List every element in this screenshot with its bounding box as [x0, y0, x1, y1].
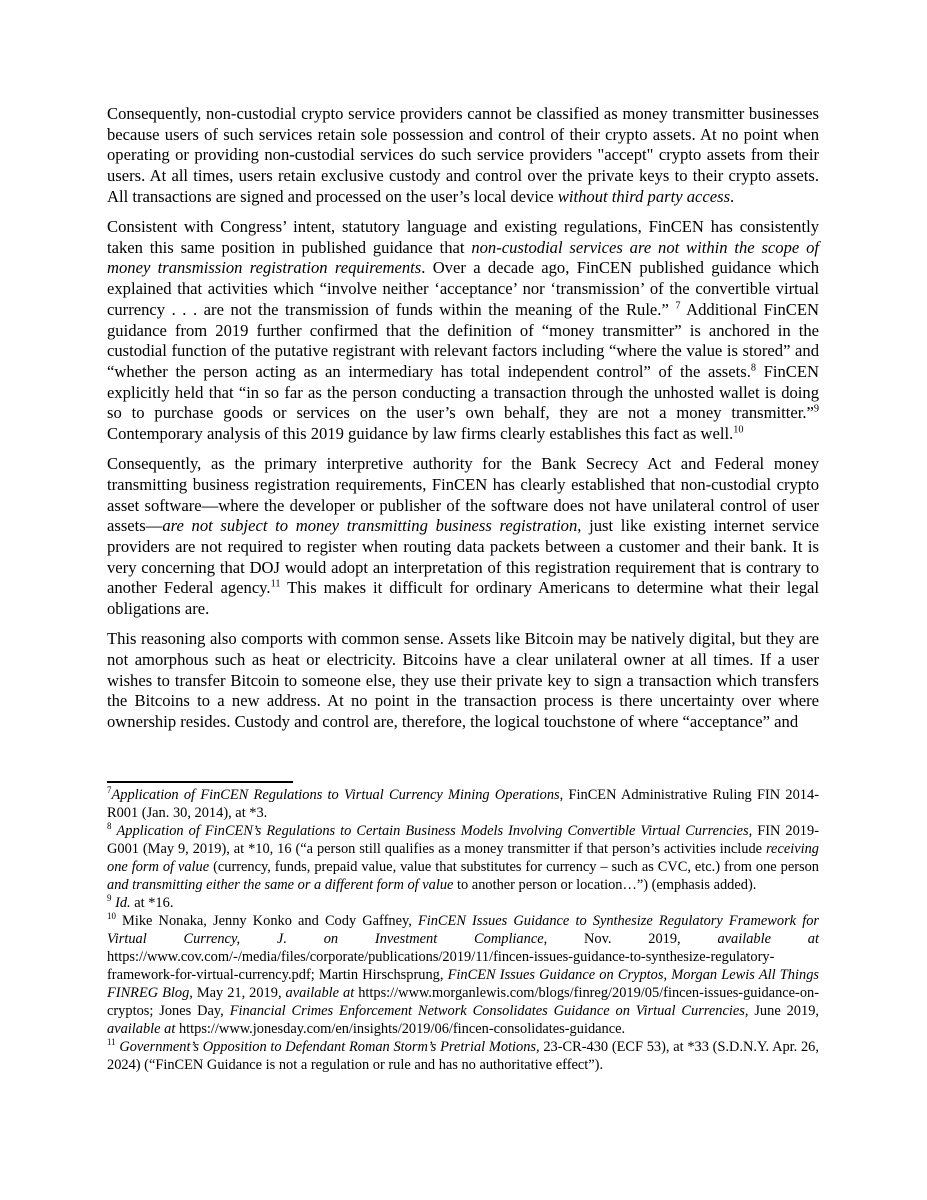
footnote [107, 1038, 819, 1074]
text-run: Consequently, non-custodial crypto service providers cannot be classified as money transmitter businesses because users of such services retain sole possession and control of their crypto assets. At no point when operating or providing non-custodial services do such service providers "accept" crypto assets from their users. At all times, users retain exclusive custody and control over the private keys to their crypto assets. All transactions are signed and processed on the user’s local device [107, 104, 819, 206]
text-run: Government’s Opposition to Defendant Roman Storm’s Pretrial Motions, [119, 1039, 540, 1055]
superscript-ref: 11 [270, 578, 281, 590]
superscript-ref: 11 [107, 1037, 116, 1048]
text-run: , [663, 967, 672, 983]
text-run: , FinCEN Administrative Ruling FIN 2014-R001 (Jan. 30, 2014), at *3. [107, 787, 819, 821]
text-run: , FIN 2019-G001 (May 9, 2019), at *10, 16 (“a person still qualifies as a money transmitter if that person’s activities include [107, 823, 819, 857]
text-run: Application of FinCEN’s Regulations to Certain Business Models Involving Convertible Virtual Currencies [116, 823, 749, 839]
superscript-ref: 7 [107, 785, 112, 796]
footnotes-section [107, 786, 819, 1074]
text-run: FinCEN Issues Guidance to Synthesize Regulatory Framework for Virtual Currency, J. on Investment Compliance [107, 913, 819, 947]
text-run: FinCEN explicitly held that “in so far as the person conducting a transaction through the unhosted wallet is doing so to purchase goods or services on the user’s own behalf, they are not a money transmitter.” [107, 361, 819, 423]
text-run: https://www.cov.com/-/media/files/corporate/publications/2019/11/fincen-issues-guidance-to-synthesize-regulatory-framework-for-virtual-currency.pdf; Martin Hirschsprung, [107, 949, 775, 983]
text-run: receiving one form of value [107, 841, 819, 875]
superscript-ref: 8 [107, 821, 112, 832]
text-run: at *16. [130, 895, 174, 911]
text-run: https://www.jonesday.com/en/insights/2019/06/fincen-consolidates-guidance. [175, 1021, 626, 1037]
text-run: Morgan Lewis All Things FINREG Blog, [107, 967, 819, 1001]
text-run: available at [717, 931, 820, 947]
text-run: and transmitting either the same or a different form of value [107, 877, 454, 893]
footnote [107, 786, 819, 822]
superscript-ref: 9 [107, 893, 112, 904]
text-run: Id. [115, 895, 131, 911]
body-paragraph [107, 104, 819, 208]
text-run: available at [285, 985, 355, 1001]
text-run: (currency, funds, prepaid value, value that substitutes for currency – such as CVC, etc.) from one person [209, 859, 819, 875]
text-run: Contemporary analysis of this 2019 guidance by law firms clearly establishes this fact as well. [107, 424, 734, 444]
text-run: Consistent with Congress’ intent, statutory language and existing regulations, FinCEN has consistently taken this same position in published guidance that [107, 217, 819, 257]
text-run: without third party access [557, 186, 731, 206]
text-run: Consequently, as the primary interpretive authority for the Bank Secrecy Act and Federal money transmitting business registration requirements, FinCEN has clearly established that non-custodial crypto asset software—where the developer or publisher of the software does not have unilateral control of user assets— [107, 454, 819, 536]
superscript-ref: 10 [107, 911, 116, 922]
text-run: . [730, 186, 735, 206]
text-run: , June 2019, [744, 1003, 819, 1019]
footnote [107, 822, 819, 894]
text-run: This reasoning also comports with common sense. Assets like Bitcoin may be natively digital, but they are not amorphous such as heat or electricity. Bitcoins have a clear unilateral owner at all times. If a user wishes to transfer Bitcoin to someone else, they use their private key to sign a transaction which transfers the Bitcoins to a new address. At no point in the transaction process is there uncertainty over where ownership resides. Custody and control are, therefore, the logical touchstone of where “acceptance” and [107, 629, 819, 732]
text-run: Additional FinCEN guidance from 2019 further confirmed that the definition of “money transmitter” is anchored in the custodial function of the putative registrant with relevant factors including “where the value is stored” and “whether the person acting as an intermediary has total independent control” of the assets. [107, 299, 819, 381]
superscript-ref: 10 [733, 424, 744, 436]
footnote [107, 894, 819, 912]
body-paragraph [107, 454, 819, 620]
text-run: . Over a decade ago, FinCEN published guidance which explained that activities which “involve neither ‘acceptance’ nor ‘transmission’ of the convertible virtual currency . . . are not the transmission of funds within the meaning of the Rule.” [107, 258, 819, 319]
text-run: Mike Nonaka, Jenny Konko and Cody Gaffney, [115, 913, 418, 929]
text-run: This makes it difficult for ordinary Americans to determine what their legal obligations are. [107, 578, 819, 619]
footnote [107, 912, 819, 1038]
footnote-separator [107, 781, 293, 783]
text-run: available at [107, 1021, 176, 1037]
text-run: are not subject to money transmitting business registration [162, 516, 578, 536]
text-run: , Nov. 2019, [543, 931, 718, 947]
text-run: , just like existing internet service providers are not required to register when routing data packets between a customer and their bank. It is very concerning that DOJ would adopt an interpretation of this registration requirement that is contrary to another Federal agency. [107, 516, 820, 598]
text-run: Financial Crimes Enforcement Network Consolidates Guidance on Virtual Currencies [229, 1003, 745, 1019]
text-run: https://www.morganlewis.com/blogs/finreg/2019/05/fincen-issues-guidance-on-cryptos; Jones Day, [107, 985, 820, 1019]
text-run: 23-CR-430 (ECF 53), at *33 (S.D.N.Y. Apr. 26, 2024) (“FinCEN Guidance is not a regulation or rule and has no authoritative effect”). [107, 1039, 819, 1073]
text-run: non-custodial services are not within the scope of money transmission registration requirements [107, 237, 819, 278]
text-run: to another person or location…”) (emphasis added). [453, 877, 757, 893]
text-run: FinCEN Issues Guidance on Cryptos [447, 967, 664, 983]
text-run: Application of FinCEN Regulations to Virtual Currency Mining Operations [111, 787, 560, 803]
superscript-ref: 7 [675, 300, 681, 312]
superscript-ref: 8 [750, 362, 756, 374]
text-run: May 21, 2019, [192, 985, 286, 1001]
superscript-ref: 9 [813, 403, 819, 415]
body-paragraph [107, 629, 819, 733]
document-body [107, 104, 819, 733]
body-paragraph [107, 217, 819, 445]
